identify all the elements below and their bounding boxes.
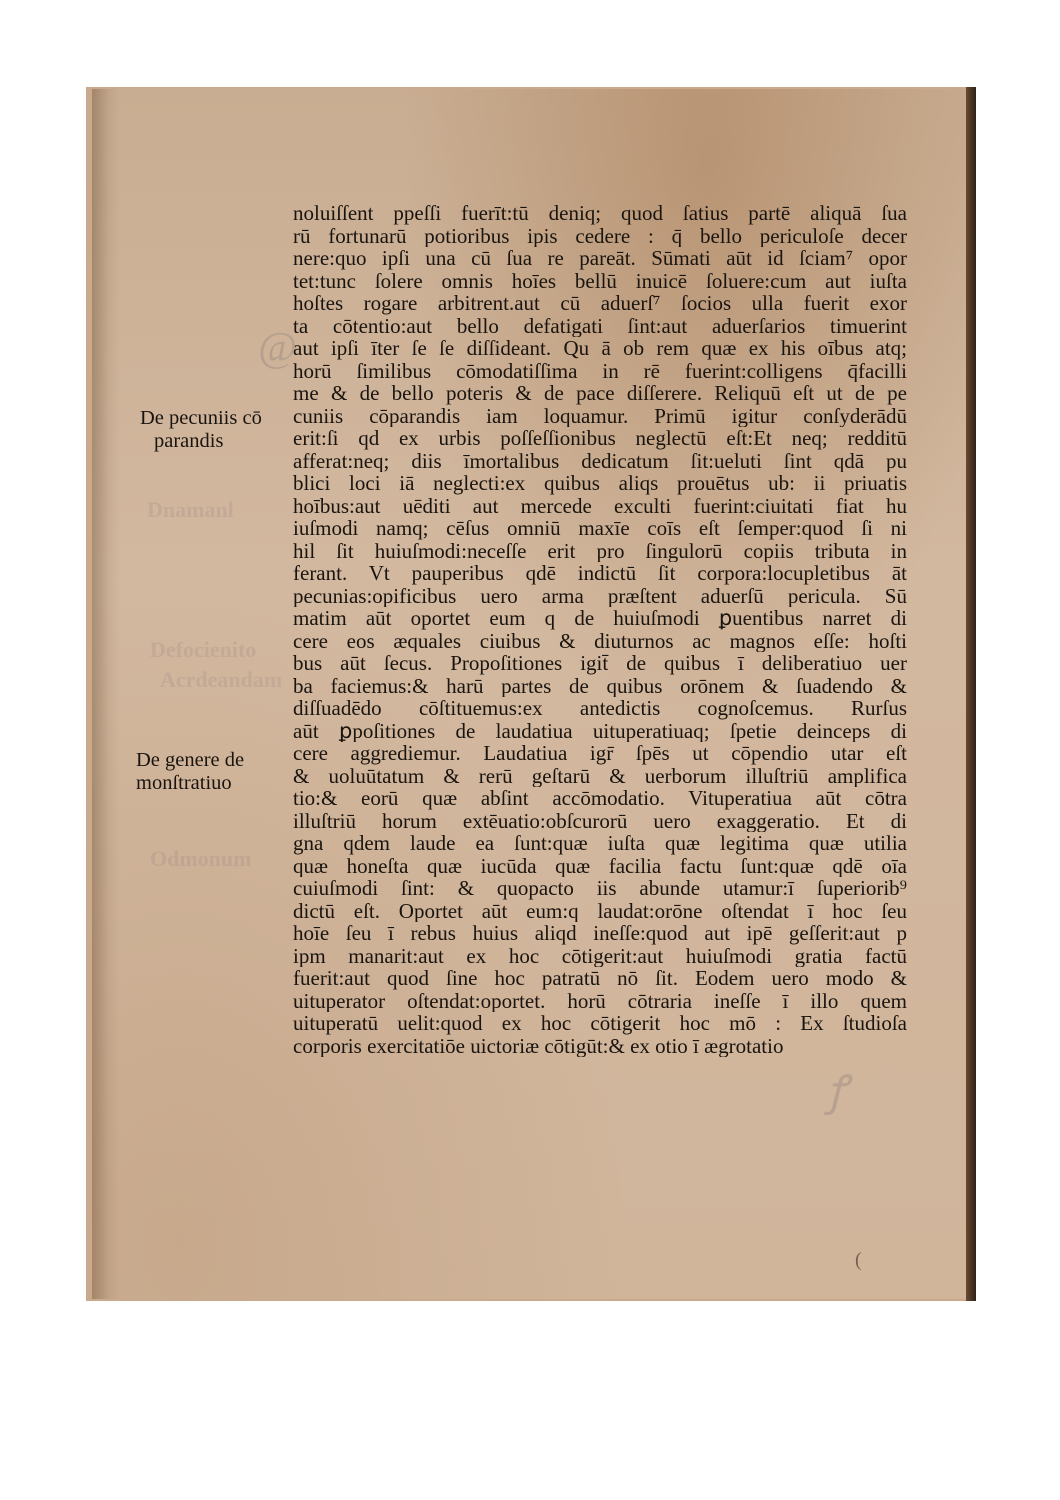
margin-note-genere xyxy=(136,749,244,794)
text-line: illuſtriū horum extēuatio:obſcurorū uero exaggeratio. Et di xyxy=(293,809,907,832)
text-line: hoībus:aut uēditi aut mercede exculti fuerint:ciuitati fiat hu xyxy=(293,494,907,517)
margin-note-pecuniis xyxy=(140,407,262,452)
text-line: pecunias:opificibus uero arma præſtent aduerſū pericula. Sū xyxy=(293,584,907,607)
text-line: tet:tunc ſolere omnis hoīes bellū inuicē ſoluere:cum aut iuſta xyxy=(293,269,907,292)
margin-note-line: De genere de xyxy=(136,749,245,771)
text-line: blici loci iā neglecti:ex quibus aliqs prouētus ub: ii priuatis xyxy=(293,472,907,495)
book-edge xyxy=(966,87,976,1301)
text-line: dictū eſt. Oportet aūt eum:q laudat:orōne oſtendat ī hoc ſeu xyxy=(293,899,907,922)
text-line: uituperatū uelit:quod ex hoc cōtigerit hoc mō : Ex ſtudioſa xyxy=(293,1012,907,1035)
text-line: diſſuadēdo cōſtituemus:ex antedictis cognoſcemus. Rurſus xyxy=(293,697,907,720)
text-line: hoīe ſeu ī rebus huius aliqd ineſſe:quod aut ipē geſſerit:aut p xyxy=(293,922,907,945)
scanned-page-frame xyxy=(86,87,976,1301)
text-line: ta cōtentio:aut bello defatigati ſint:aut aduerſarios timuerint xyxy=(293,314,907,337)
text-line: quæ honeſta quæ iucūda quæ facilia factu ſunt:quæ qdē oīa xyxy=(293,854,907,877)
ownership-stamp-icon: @ xyxy=(258,325,297,371)
text-line: fuerit:aut quod ſine hoc patratū nō ſit. Eodem uero modo & xyxy=(293,967,907,990)
margin-note-line: De pecuniis cō xyxy=(140,407,262,429)
text-line: cuiuſmodi ſint: & quopacto iis abunde utamur:ī ſuperiorib⁹ xyxy=(293,877,907,900)
text-line: erit:ſi qd ex urbis poſſeſſionibus neglectū eſt:Et neq; redditū xyxy=(293,427,907,450)
text-line: ipm manarit:aut ex hoc cōtigerit:aut huiuſmodi gratia factū xyxy=(293,944,907,967)
page-paper xyxy=(92,89,972,1299)
text-line: horū ſimilibus cōmodatiſſima in rē fuerint:colligens q̄facilli xyxy=(293,359,907,382)
text-line: hoſtes rogare arbitrent.aut cū aduerſ⁷ ſocios ulla fuerit exor xyxy=(293,292,907,315)
text-line: cere aggrediemur. Laudatiua igr̄ ſpēs ut cōpendio utar eſt xyxy=(293,742,907,765)
show-through-text: Dnamanl xyxy=(147,497,234,522)
ownership-stamp-icon: ꝭ xyxy=(827,1069,847,1115)
ink-speck: ( xyxy=(855,1249,862,1271)
main-text-column xyxy=(293,202,907,1057)
margin-note-line: monſtratiuo xyxy=(136,771,232,794)
text-line: iuſmodi namq; cēſus omniū maxīe coīs eſt ſemper:quod ſi ni xyxy=(293,517,907,540)
text-line: gna qdem laude ea ſunt:quæ iuſta quæ legitima quæ utilia xyxy=(293,832,907,855)
text-line: ba faciemus:& harū partes de quibus orōnem & ſuadendo & xyxy=(293,674,907,697)
text-line: rū fortunarū potioribus ipis cedere : q̄ bello periculoſe decer xyxy=(293,224,907,247)
text-line: cere eos æquales ciuibus & diuturnos ac magnos eſſe: hoſti xyxy=(293,629,907,652)
text-line: uituperator oſtendat:oportet. horū cōtraria ineſſe ī illo quem xyxy=(293,989,907,1012)
text-line: tio:& eorū quæ abſint accōmodatio. Vituperatiua aūt cōtra xyxy=(293,787,907,810)
text-line: aut ipſi īter ſe ſe diſſideant. Qu ā ob rem quæ ex his oībus atq; xyxy=(293,337,907,360)
text-line: noluiſſent ppeſſi fuerīt:tū deniq; quod ſatius partē aliquā ſua xyxy=(293,202,907,225)
show-through-text: Acrdeandam xyxy=(160,667,283,692)
text-line: cuniis cōparandis iam loquamur. Primū igitur conſyderādū xyxy=(293,404,907,427)
show-through-text: Defocienito xyxy=(150,637,257,662)
text-line: hil ſit huiuſmodi:neceſſe erit pro ſingulorū copiis tributa in xyxy=(293,539,907,562)
text-line: ferant. Vt pauperibus qdē indictū ſit corpora:locupletibus āt xyxy=(293,562,907,585)
text-line: & uoluūtatum & rerū geſtarū & uerborum illuſtriū amplifica xyxy=(293,764,907,787)
margin-note-line: parandis xyxy=(154,429,224,452)
show-through-text: Odmonum xyxy=(150,846,252,871)
text-line: bus aūt ſecus. Propoſitiones igit̄ de quibus ī deliberatiuo uer xyxy=(293,652,907,675)
text-line: me & de bello poteris & de pace diſſerere. Reliquū eſt ut de pe xyxy=(293,382,907,405)
text-line: matim aūt oportet eum q de huiuſmodi ꝑuentibus narret di xyxy=(293,607,907,630)
binding-shadow xyxy=(92,89,120,1299)
text-line: aūt ꝑpoſitiones de laudatiua uituperatiuaq; ſpetie deinceps di xyxy=(293,719,907,742)
text-line: afferat:neq; diis īmortalibus dedicatum ſit:ueluti ſint qdā pu xyxy=(293,449,907,472)
text-line: nere:quo ipſi una cū ſua re pareāt. Sūmati aūt id ſciam⁷ opor xyxy=(293,247,907,270)
text-line: corporis exercitatiōe uictoriæ cōtigūt:& ex otio ī ægrotatio xyxy=(293,1034,784,1057)
